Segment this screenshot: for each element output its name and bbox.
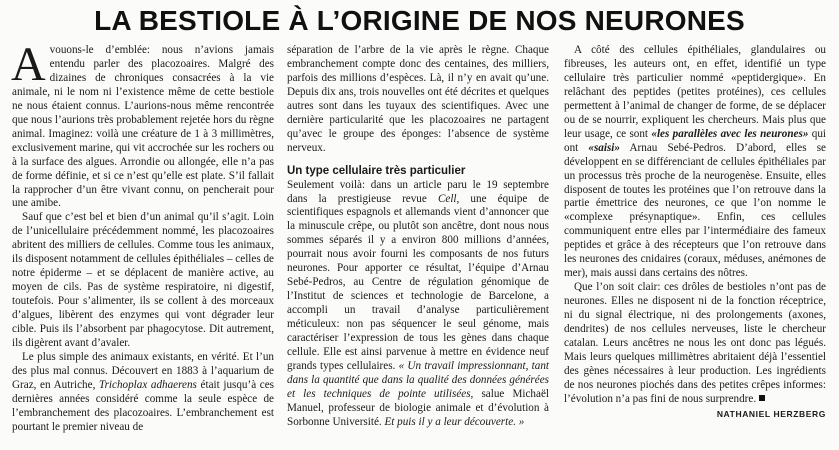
author-byline: NATHANIEL HERZBERG xyxy=(716,408,826,419)
paragraph: Avouons-le d’emblée: nous n’avions jamais entendu parler des placozoaires. Malgré des dizaines de chroniques consacrées à la vie animale, ni le nom ni l’existence même de cette bestiole ne nous étaient connus. L’aurions-nous même rencontrée que nous l’aurions très probablement rejetée hors du règne animal. Imaginez: voilà une créature de 1 à 3 millimètres, exclusivement marine, qui vit accrochée sur les rochers ou à la surface des algues. Arrondie ou allongée, elle n’a pas de forme définie, et si ce n’est qu’elle est plate. S’il fallait la rapprocher d’un être vivant connu, on pencherait pour une amibe. xyxy=(11,38,274,210)
paragraph: A côté des cellules épithéliales, glandulaires ou fibreuses, les auteurs ont, en effet, identifié un type cellulaire très particulier nommé «peptidergique». En relâchant des peptides (petites protéines), ces cellules permettent à l’animal de changer de forme, de se déplacer ou de se nourrir, expliquent les chercheurs. Mais plus que leur usage, ce sont «les parallèles avec les neurones» qui ont «saisi» Arnau Sebé-Pedros. D’abord, elles se développent en se différenciant de cellules épithéliales par un processus très proche de la neurogenèse. Ensuite, elles disposent de toutes les protéines que l’on retrouve dans la partie émettrice des neurones, ce que l’on nomme le «complexe présynaptique». Enfin, ces cellules communiquent entre elles par l’intermédiaire des fameux peptides et grâce à des récepteurs que l’on retrouve dans les neurones des cnidaires (coraux, méduses, anémones de mer), mais aussi dans certains des nôtres. xyxy=(564,44,826,280)
article-column-2 xyxy=(287,44,549,430)
quote: «les parallèles avec les neurones» xyxy=(651,127,809,140)
paragraph: Que l’on soit clair: ces drôles de bestioles n’ont pas de neurones. Elles ne disposent ni de la fonction réceptrice, ni du signal électrique, ni des prolongements (axones, dendrites) de nos cellules nerveuses, liste le chercheur catalan. Leurs ancêtres ne nous les ont donc pas légués. Mais leurs quelques millimètres abritaient déjà l’essentiel des gènes nécessaires à leur production. Les ingrédients de nos neurones piochés dans des petites crêpes informes: l’évolution n’a pas fini de nous surprendre. xyxy=(564,281,826,405)
drop-cap: A xyxy=(11,38,46,91)
article-column-1 xyxy=(11,38,274,435)
paragraph: Seulement voilà: dans un article paru le 19 septembre dans la prestigieuse revue Cell, une équipe de scientifiques espagnols et allemands vient d’annoncer que la minuscule crêpe, ou plutôt son ancêtre, dont nous nous sommes séparés il y a environ 800 millions d’années, pourrait nous avoir fourni les composants de nos futurs neurones. Pour apporter ce résultat, l’équipe d’Arnau Sebé-Pedros, au Centre de régulation génomique de l’Institut de sciences et technologie de Barcelone, a accompli un travail d’analyse particulièrement méticuleux: non pas séquencer le seul génome, mais caractériser l’expression de tous les gènes dans chaque cellule. Elle est ainsi parvenue à mettre en évidence neuf grands types cellulaires. « Un travail impressionnant, tant dans la quantité que dans la qualité des données générées et les techniques de pointe utilisées, salue Michaël Manuel, professeur de biologie animale et d’évolution à Sorbonne Université. Et puis il y a leur découverte. » xyxy=(287,178,549,428)
article-column-3 xyxy=(564,44,826,420)
species-name: Trichoplax adhaerens xyxy=(98,378,197,391)
end-of-article-mark xyxy=(759,395,765,401)
article-headline: LA BESTIOLE À L’ORIGINE DE NOS NEURONES xyxy=(94,5,745,36)
quote: Et puis il y a leur découverte. » xyxy=(384,415,525,428)
paragraph: séparation de l’arbre de la vie après le règne. Chaque embranchement compte donc des centaines, des milliers, parfois des millions d’espèces. Là, il n’y en avait qu’une. Depuis dix ans, trois nouvelles ont été décrites et quelques autres sont dans les tuyaux des scientifiques. Avec une dernière particularité que les placozoaires ne partagent qu’avec le groupe des éponges: l’absence de système nerveux. xyxy=(287,44,549,154)
journal-name: Cell xyxy=(437,192,457,205)
paragraph: Sauf que c’est bel et bien d’un animal qu’il s’agit. Loin de l’unicellulaire précédemment nommé, les placozoaires abritent des milliers de cellules. Comme tous les animaux, ils disposent notamment de cellules épithéliales – celles de notre épiderme – et se déplacent de manière active, au moyen de cils. Pas de système respiratoire, ni digestif, toutefois. Pour s’alimenter, ils se collent à des morceaux d’algues, libèrent des enzymes qui vont dégrader leur cible. Puis ils l’absorbent par phagocytose. Dit autrement, ils digèrent avant d’avaler. xyxy=(12,211,274,350)
quote: «saisi» xyxy=(588,141,620,154)
paragraph: Le plus simple des animaux existants, en vérité. Et l’un des plus mal connus. Découvert en 1883 à l’aquarium de Graz, en Autriche, Trichoplax adhaerens était jusqu’à ces dernières années considéré comme la seule espèce de l’embranchement des placozoaires. L’embranchement est pourtant le premier niveau de xyxy=(12,350,274,433)
quote: « Un travail impressionnant, tant dans la quantité que dans la qualité des données générées et les techniques de pointe utilisées, xyxy=(287,359,549,400)
section-subheading: Un type cellulaire très particulier xyxy=(287,164,466,177)
